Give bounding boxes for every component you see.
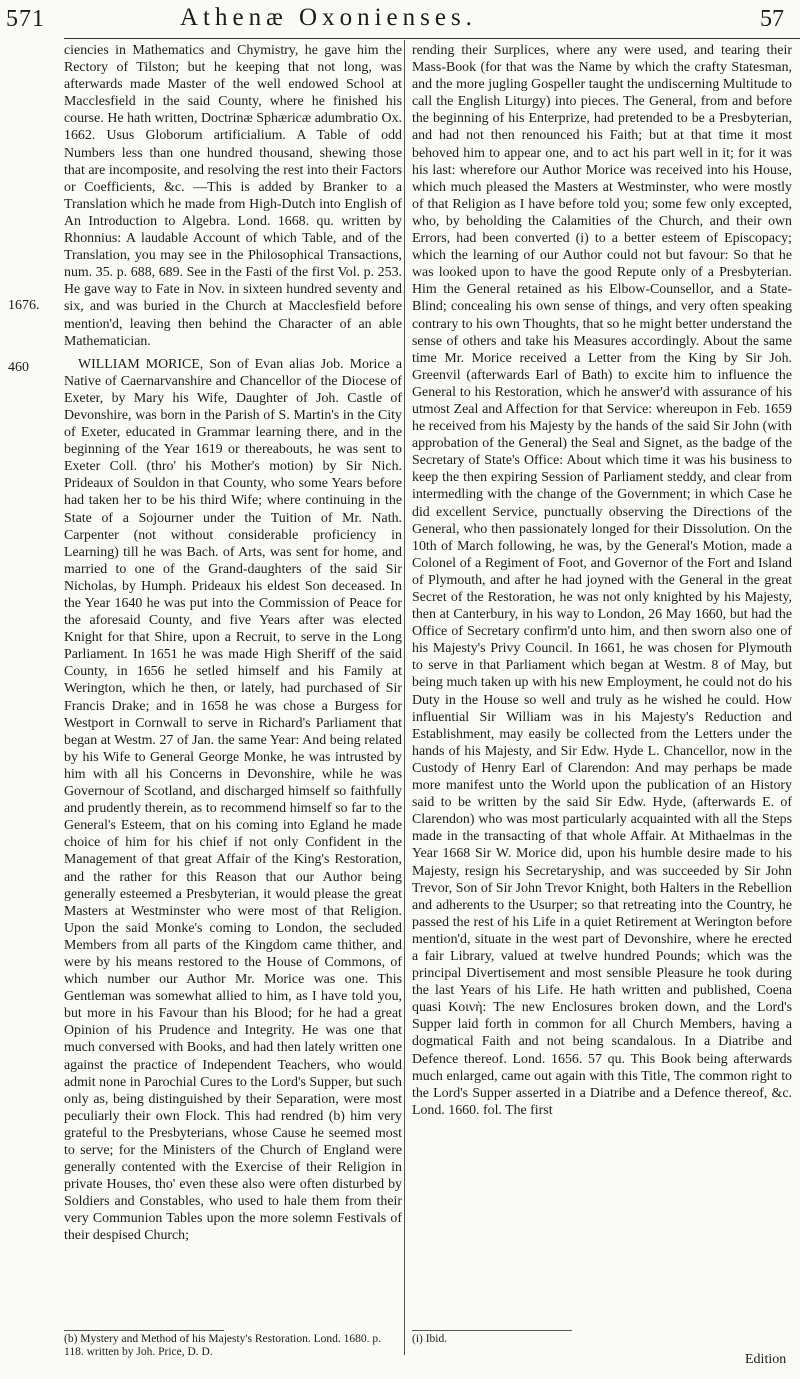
paragraph-morice: WILLIAM MORICE, Son of Evan alias Job. Morice a Native of Caernarvanshire and Chancellor of the Diocese of Exeter, by Mary his Wife, Daughter of Joh. Castle of Devonshire, was born in the Parish of S. Martin's in the City of Exeter, educated in Grammar learning there, and in the beginning of the Year 1619 or thereabouts, he was sent to Exeter Coll. (thro' his Mother's motion) by Sir Nich. Prideaux of Souldon in that County, who some Years before had taken her to be his third Wife; where continuing in the State of a Sojourner under the Tuition of Mr. Nath. Carpenter (not without considerable proficiency in Learning) till he was Bach. of Arts, was sent for home, and married to one of the Grand-daughters of the said Sir Nicholas, by Humph. Prideaux his eldest Son deceased. In the Year 1640 he was put into the Commission of Peace for the aforesaid County, and five Years after was elected Knight for that Shire, upon a Recruit, to serve in the Long Parliament. In 1651 he was made High Sheriff of the said County, in 1656 he setled himself and his Family at Werington, which he then, or lately, had purchased of Sir Francis Drake; and in 1658 he was chose a Burgess for Westport in Cornwall to serve in Richard's Parliament that began at Westm. 27 of Jan. the same Year: And being related by his Wife to General George Monke, he was intrusted by him with all his Concerns in Devonshire, while he was Governour of Scotland, and discharged himself so faithfully and prudently therein, as to recommend himself so far to the General's Esteem, that on his coming into Egland he made choice of him for his chief if not only Confident in the Management of that great Affair of the King's Restoration, and the rather for this Reason that our Author being generally esteemed a Presbyterian, it would please the great Masters at Westminster who were most of that Religion. Upon the said Monke's coming to London, the secluded Members from all parts of the Kingdom came thither, and were by his means restored to the House of Commons, of which number our Author Mr. Morice was one. This Gentleman was somewhat allied to him, as I have told you, but more in his Favour than his Blood; for he had a great Opinion of his Prudence and Integrity. He was one that much conversed with Books, and had then lately written one against the practice of Independent Teachers, who would admit none in Parochial Cures to the Lord's Supper, but such only as, being distinguished by their Separation, were most peculiarly their own Flock. This had rendred (b) him very grateful to the Presbyterians, whose Cause he seemed most to serve; for the Ministers of the Church of England were generally contented with the Exercise of their Religion in private Houses, tho' even these also were often disturbed by Soldiers and Constables, who used to hale them from their very Communion Tables upon the more solemn Festivals of their despised Church; [64, 356, 402, 1244]
left-column [64, 42, 402, 1245]
catchword: Edition [745, 1352, 787, 1367]
footnote-rule-right [412, 1330, 572, 1331]
paragraph-branker: ciencies in Mathematics and Chymistry, he gave him the Rectory of Tilston; but he keeping that not long, was afterwards made Master of the well endowed School at Macclesfield in the said County, where he finished his course. He hath written, Doctrinæ Sphæricæ adumbratio Ox. 1662. Usus Globorum artificialium. A Table of odd Numbers less than one hundred thousand, shewing those that are incomposite, and resolving the rest into their Factors or Coefficients, &c. —This is added by Branker to a Translation which he made from High-Dutch into English of An Introduction to Algebra. Lond. 1668. qu. written by Rhonnius: A laudable Account of which Table, and of the Translation, you may see in the Philosophical Transactions, num. 35. p. 688, 689. See in the Fasti of the first Vol. p. 253. He gave way to Fate in Nov. in sixteen hundred seventy and six, and was buried in the Church at Macclesfield before mention'd, leaving then behind the Character of an able Mathematician. [64, 43, 402, 349]
header-rule [64, 38, 800, 39]
footnote-right: (i) Ibid. [412, 1333, 448, 1345]
right-column [412, 42, 792, 1119]
margin-year: 1676. [8, 298, 40, 313]
footnote-left: (b) Mystery and Method of his Majesty's Restoration. Lond. 1680. p. 118. written by Joh. Price, D. D. [64, 1333, 382, 1358]
column-divider [404, 40, 405, 1355]
footnote-rule-left [64, 1330, 224, 1331]
page-number-left: 571 [6, 6, 45, 32]
running-title: Athenæ Oxonienses. [180, 4, 477, 31]
paragraph-continued: rending their Surplices, where any were used, and tearing their Mass-Book (for that was the Name by which the crafty Statesman, and the more jugling Gospeller taught the undiscerning Multitude to call the English Liturgy) into pieces. The General, from and before the beginning of his Enterprize, had pretended to be a Presbyterian, and had not then renounced his Faith; but at that time it most behoved him to appear one, and to act his part well in it; for it was his last: wherefore our Author Morice was received into his House, which much pleased the Masters at Westminster, who were mostly of that Religion as I have before told you; some few only excepted, who, by beholding the Calamities of the Church, and their own Errors, had been converted (i) to a better esteem of Episcopacy; which the learning of our Author could not but favour: So that he was looked upon to have the good Repute only of a Presbyterian. Him the General retained as his Elbow-Counsellor, and a State-Blind; concealing his own sense of things, and very often speaking contrary to his own Thoughts, that so he might better understand the sense of others and take his Measures accordingly. About the same time Mr. Morice received a Letter from the King by Sir Joh. Greenvil (afterwards Earl of Bath) to excite him to influence the General to his Restoration, which he answer'd with assurance of his utmost Zeal and Affection for that Service: whereupon in Feb. 1659 he received from his Majesty by the hands of the said Sir John (with approbation of the General) the Seal and Signet, as the badge of the Secretary of State's Office: About which time it was his business to keep the then expiring Session of Parliament steddy, and clear from intermedling with the change of the Government; in which Case he did excellent Service, punctually observing the Directions of the General, who then passionately longed for their Dissolution. On the 10th of March following, he was, by the General's Motion, made a Colonel of a Regiment of Foot, and Governor of the Fort and Island of Plymouth, and after he had joyned with the General in the great Secret of the Restoration, he was not only knighted by his Majesty, then at Canterbury, in his way to London, 26 May 1660, but had the Office of Secretary confirm'd unto him, and then sworn also one of his Majesty's Privy Council. In 1661, he was chosen for Plymouth to serve in that Parliament which began at Westm. 8 of May, but being much taken up with his new Employment, he could not do his Duty in the House so well and truly as he wished he could. How influential Sir William was in his Majesty's Reduction and Establishment, may easily be collected from the Letters under the hands of his Majesty, and Sir Edw. Hyde L. Chancellor, now in the Custody of Henry Earl of Clarendon: And may perhaps be made more manifest unto the World upon the publication of an History said to be written by the said Sir Edw. Hyde, (afterwards E. of Clarendon) who was most particularly acquainted with all the Steps made in the transacting of that whole Affair. At Mithaelmas in the Year 1668 Sir W. Morice did, upon his humble desire made to his Majesty, resign his Secretaryship, and was succeeded by Sir John Trevor, Son of Sir John Trevor Knight, both Halters in the Rebellion and adherents to the Usurper; so that retreating into the Country, he passed the rest of his Life in a quiet Retirement at Werington before mention'd, situate in the west part of Devonshire, where he erected a fair Library, valued at twelve hundred Pounds; which was the principal Divertisement and most sensible Pleasure he took during the last Years of his Life. He hath written and published, Coena quasi Κοινὴ: The new Enclosures broken down, and the Lord's Supper laid forth in common for all Church Members, having a dogmatical Faith and not being scandalous. In a Diatribe and Defence thereof. Lond. 1656. 57 qu. This Book being afterwards much enlarged, came out again with this Title, The common right to the Lord's Supper asserted in a Diatribe and a Defence thereof, &c. Lond. 1660. fol. The first [412, 43, 792, 1118]
page-number-right: 57 [760, 6, 784, 32]
margin-number: 460 [8, 360, 29, 375]
